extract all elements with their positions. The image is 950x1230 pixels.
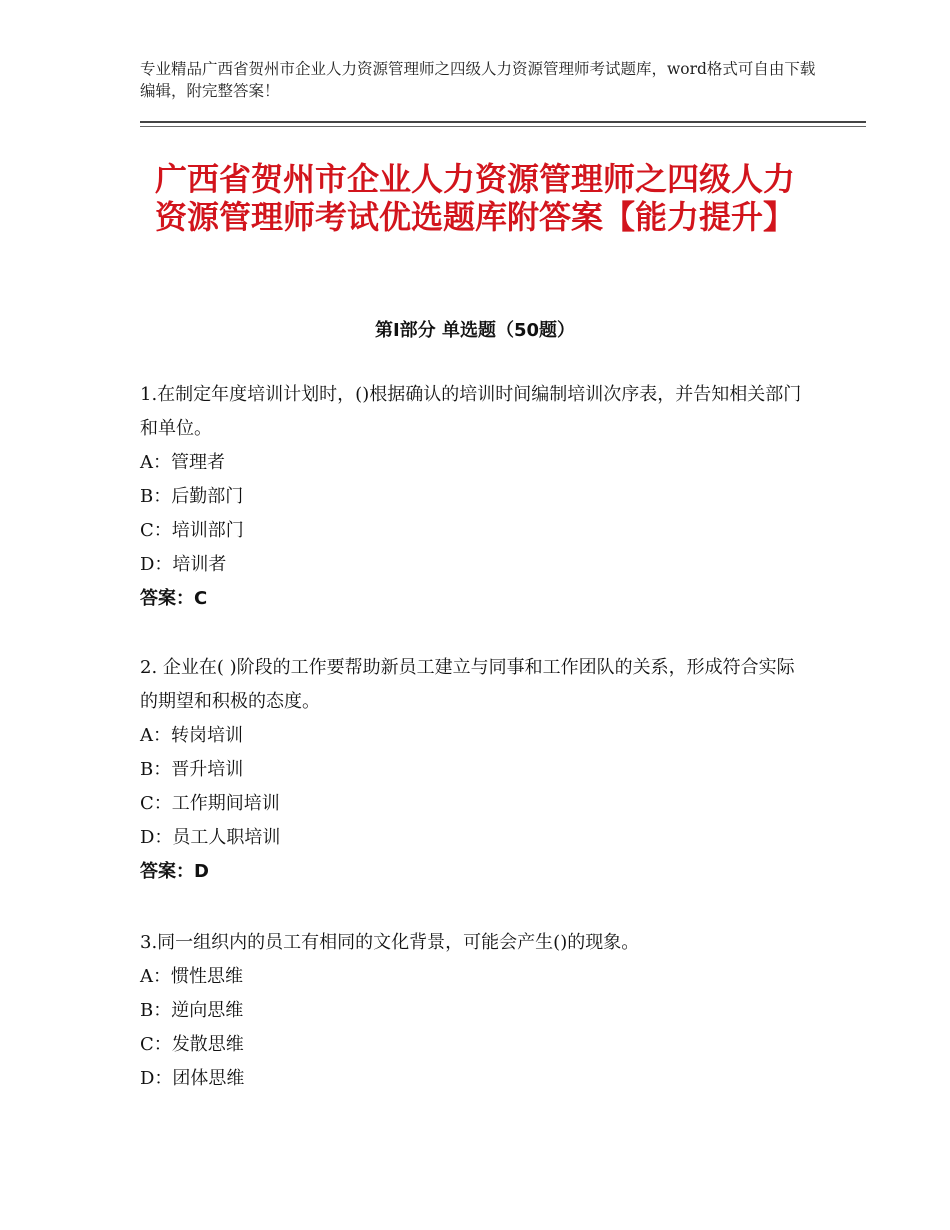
- option-a: A：管理者: [140, 452, 225, 473]
- header-rule-thin: [140, 126, 866, 127]
- option-b: B：逆向思维: [140, 1000, 244, 1021]
- question-stem: 2. 企业在( )阶段的工作要帮助新员工建立与同事和工作团队的关系，形成符合实际的期望和积极的态度。: [140, 657, 795, 712]
- option-a: A：转岗培训: [140, 725, 243, 746]
- question-3: [140, 926, 810, 1096]
- section-heading: 第Ⅰ部分 单选题（50题）: [374, 320, 575, 341]
- option-a: A：惯性思维: [140, 966, 243, 987]
- question-2: [140, 651, 810, 889]
- header-rule-thick: [140, 121, 866, 123]
- option-d: D：团体思维: [140, 1068, 245, 1089]
- option-c: C：工作期间培训: [140, 793, 280, 814]
- option-b: B：晋升培训: [140, 759, 244, 780]
- document-title: 广西省贺州市企业人力资源管理师之四级人力资源管理师考试优选题库附答案【能力提升】: [154, 160, 795, 236]
- answer: 答案：C: [140, 588, 208, 609]
- option-c: C：培训部门: [140, 520, 244, 541]
- option-d: D：员工人职培训: [140, 827, 281, 848]
- option-b: B：后勤部门: [140, 486, 244, 507]
- question-stem: 1.在制定年度培训计划时，()根据确认的培训时间编制培训次序表，并告知相关部门和单位。: [140, 384, 802, 439]
- answer: 答案：D: [140, 861, 209, 882]
- option-c: C：发散思维: [140, 1034, 244, 1055]
- header-note: 专业精品广西省贺州市企业人力资源管理师之四级人力资源管理师考试题库，word格式可自由下载编辑，附完整答案！: [140, 60, 816, 100]
- question-1: [140, 378, 810, 616]
- question-stem: 3.同一组织内的员工有相同的文化背景，可能会产生()的现象。: [140, 932, 640, 953]
- option-d: D：培训者: [140, 554, 227, 575]
